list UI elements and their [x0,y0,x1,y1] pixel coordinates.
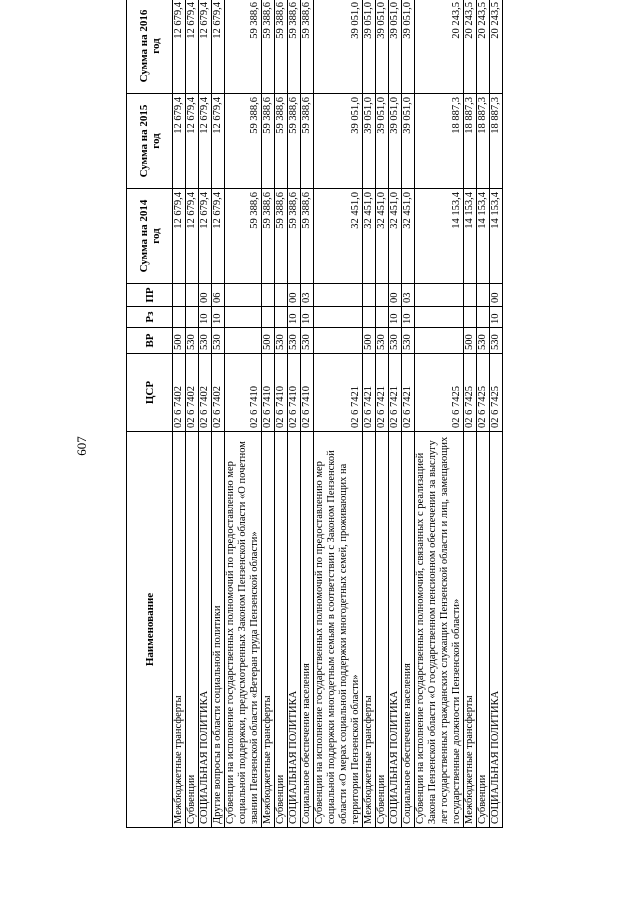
header-name: Наименование [127,432,173,828]
cell-name: Субвенции [186,432,199,828]
cell-pr [464,284,477,307]
cell-vr: 530 [301,328,314,354]
cell-name: СОЦИАЛЬНАЯ ПОЛИТИКА [389,432,402,828]
cell-name: СОЦИАЛЬНАЯ ПОЛИТИКА [199,432,212,828]
cell-vr [225,328,262,354]
header-csr: ЦСР [127,354,173,432]
cell-rz: 10 [212,307,225,328]
cell-vr: 530 [288,328,301,354]
cell-name: Субвенции на исполнение государственных полномочий по предоставлению мер социальной поддержки, предусмотренных Законом Пензенской области «О почетном звании Пензенской области «Ветеран труда Пензенской области» [225,432,262,828]
cell-pr [415,284,464,307]
cell-y2016: 39 051,0 [376,0,389,94]
cell-y2014: 59 388,6 [288,189,301,284]
cell-y2016: 59 388,6 [225,0,262,94]
cell-rz [173,307,186,328]
cell-y2014: 32 451,0 [363,189,376,284]
header-pr: ПР [127,284,173,307]
cell-name: Межбюджетные трансферты [464,432,477,828]
table-row [186,0,199,828]
header-row [127,0,173,828]
cell-pr [262,284,275,307]
cell-rz: 10 [490,307,503,328]
cell-rz: 10 [389,307,402,328]
cell-pr [314,284,363,307]
cell-csr: 02 6 7425 [477,354,490,432]
cell-vr: 530 [376,328,389,354]
cell-vr: 530 [212,328,225,354]
table-row [389,0,402,828]
cell-pr: 03 [402,284,415,307]
table-body [173,0,503,828]
cell-rz [225,307,262,328]
cell-rz: 10 [199,307,212,328]
table-row [363,0,376,828]
cell-name: Другие вопросы в области социальной политики [212,432,225,828]
table-row [301,0,314,828]
cell-y2015: 12 679,4 [173,94,186,189]
table-row [415,0,464,828]
cell-y2016: 12 679,4 [199,0,212,94]
cell-y2016: 20 243,5 [490,0,503,94]
cell-csr: 02 6 7425 [415,354,464,432]
cell-pr: 00 [490,284,503,307]
cell-y2014: 14 153,4 [490,189,503,284]
cell-vr: 500 [173,328,186,354]
page-number: 607 [73,436,89,456]
cell-csr: 02 6 7425 [490,354,503,432]
cell-y2015: 59 388,6 [225,94,262,189]
cell-y2014: 12 679,4 [199,189,212,284]
cell-csr: 02 6 7421 [363,354,376,432]
cell-rz: 10 [288,307,301,328]
cell-name: Субвенции на исполнение государственных полномочий по предоставлению мер социальной поддержки многодетным семьям в соответствии с Законом Пензенской области «О мерах социальной поддержки многодетных семей, проживающих на территории Пензенской области» [314,432,363,828]
cell-csr: 02 6 7425 [464,354,477,432]
cell-y2015: 39 051,0 [402,94,415,189]
cell-y2016: 59 388,6 [262,0,275,94]
cell-csr: 02 6 7421 [376,354,389,432]
table-row [402,0,415,828]
cell-y2016: 12 679,4 [212,0,225,94]
cell-y2015: 39 051,0 [389,94,402,189]
table-row [464,0,477,828]
cell-y2015: 18 887,3 [490,94,503,189]
cell-pr [376,284,389,307]
cell-y2014: 32 451,0 [376,189,389,284]
table-row [199,0,212,828]
cell-y2015: 59 388,6 [288,94,301,189]
cell-vr [415,328,464,354]
cell-name: Субвенции [376,432,389,828]
cell-csr: 02 6 7410 [262,354,275,432]
cell-y2015: 39 051,0 [314,94,363,189]
cell-vr: 500 [464,328,477,354]
cell-y2016: 39 051,0 [402,0,415,94]
cell-pr [186,284,199,307]
cell-y2014: 32 451,0 [402,189,415,284]
cell-vr: 530 [186,328,199,354]
header-vr: ВР [127,328,173,354]
cell-csr: 02 6 7410 [288,354,301,432]
cell-name: Субвенции [477,432,490,828]
cell-y2016: 39 051,0 [314,0,363,94]
cell-name: Межбюджетные трансферты [363,432,376,828]
header-rz: Рз [127,307,173,328]
cell-csr: 02 6 7402 [173,354,186,432]
budget-table [126,0,503,828]
cell-y2015: 59 388,6 [275,94,288,189]
cell-vr: 530 [199,328,212,354]
cell-rz [464,307,477,328]
cell-csr: 02 6 7402 [212,354,225,432]
cell-y2014: 59 388,6 [275,189,288,284]
cell-vr: 530 [490,328,503,354]
cell-y2015: 59 388,6 [262,94,275,189]
cell-csr: 02 6 7421 [389,354,402,432]
cell-vr: 530 [477,328,490,354]
cell-rz: 10 [402,307,415,328]
cell-y2014: 59 388,6 [262,189,275,284]
cell-y2016: 59 388,6 [301,0,314,94]
cell-y2016: 39 051,0 [389,0,402,94]
cell-csr: 02 6 7421 [402,354,415,432]
cell-y2015: 12 679,4 [186,94,199,189]
table-row [490,0,503,828]
table-row [314,0,363,828]
cell-csr: 02 6 7410 [225,354,262,432]
table-row [376,0,389,828]
cell-pr: 03 [301,284,314,307]
cell-pr [275,284,288,307]
cell-y2016: 59 388,6 [275,0,288,94]
cell-vr [314,328,363,354]
cell-y2014: 32 451,0 [389,189,402,284]
cell-y2014: 12 679,4 [186,189,199,284]
table-row [212,0,225,828]
cell-name: Субвенции на исполнение государственных полномочий, связанных с реализацией Закона Пензенской области «О государственном пенсионном обеспечении за выслугу лет государственных гражданских служащих Пензенской области и лиц, замещающих государственные должности Пензенской области» [415,432,464,828]
cell-rz [363,307,376,328]
cell-pr [225,284,262,307]
cell-csr: 02 6 7402 [199,354,212,432]
cell-y2014: 12 679,4 [212,189,225,284]
cell-y2015: 18 887,3 [477,94,490,189]
cell-name: СОЦИАЛЬНАЯ ПОЛИТИКА [490,432,503,828]
cell-rz [415,307,464,328]
cell-csr: 02 6 7402 [186,354,199,432]
header-y2014: Сумма на 2014 год [127,189,173,284]
cell-name: Социальное обеспечение населения [301,432,314,828]
cell-y2015: 18 887,3 [464,94,477,189]
cell-name: Межбюджетные трансферты [262,432,275,828]
cell-y2016: 39 051,0 [363,0,376,94]
cell-y2014: 59 388,6 [225,189,262,284]
cell-y2016: 12 679,4 [173,0,186,94]
cell-rz [314,307,363,328]
cell-vr: 530 [275,328,288,354]
cell-vr: 530 [389,328,402,354]
cell-vr: 530 [402,328,415,354]
table-row [262,0,275,828]
cell-y2014: 14 153,4 [415,189,464,284]
table-row [173,0,186,828]
cell-name: СОЦИАЛЬНАЯ ПОЛИТИКА [288,432,301,828]
cell-y2016: 20 243,5 [415,0,464,94]
header-y2016: Сумма на 2016 год [127,0,173,94]
cell-y2015: 39 051,0 [376,94,389,189]
cell-vr: 500 [363,328,376,354]
cell-rz [186,307,199,328]
cell-rz [477,307,490,328]
cell-pr: 00 [199,284,212,307]
cell-rz [262,307,275,328]
cell-y2015: 12 679,4 [199,94,212,189]
table-row [275,0,288,828]
cell-y2014: 14 153,4 [477,189,490,284]
cell-name: Межбюджетные трансферты [173,432,186,828]
table-row [477,0,490,828]
rotated-page-content [90,0,555,868]
header-y2015: Сумма на 2015 год [127,94,173,189]
cell-y2014: 32 451,0 [314,189,363,284]
cell-rz: 10 [301,307,314,328]
cell-vr: 500 [262,328,275,354]
cell-rz [376,307,389,328]
cell-y2015: 59 388,6 [301,94,314,189]
cell-pr: 00 [288,284,301,307]
cell-pr: 06 [212,284,225,307]
cell-y2015: 39 051,0 [363,94,376,189]
table-row [225,0,262,828]
cell-pr [363,284,376,307]
cell-pr: 00 [389,284,402,307]
cell-y2016: 12 679,4 [186,0,199,94]
cell-rz [275,307,288,328]
cell-name: Социальное обеспечение населения [402,432,415,828]
table-row [288,0,301,828]
cell-y2014: 12 679,4 [173,189,186,284]
cell-y2014: 14 153,4 [464,189,477,284]
cell-pr [477,284,490,307]
cell-y2016: 20 243,5 [477,0,490,94]
cell-csr: 02 6 7410 [275,354,288,432]
cell-csr: 02 6 7421 [314,354,363,432]
table-header [127,0,173,828]
cell-pr [173,284,186,307]
cell-y2016: 20 243,5 [464,0,477,94]
cell-y2016: 59 388,6 [288,0,301,94]
cell-name: Субвенции [275,432,288,828]
cell-y2015: 18 887,3 [415,94,464,189]
cell-y2015: 12 679,4 [212,94,225,189]
cell-csr: 02 6 7410 [301,354,314,432]
cell-y2014: 59 388,6 [301,189,314,284]
